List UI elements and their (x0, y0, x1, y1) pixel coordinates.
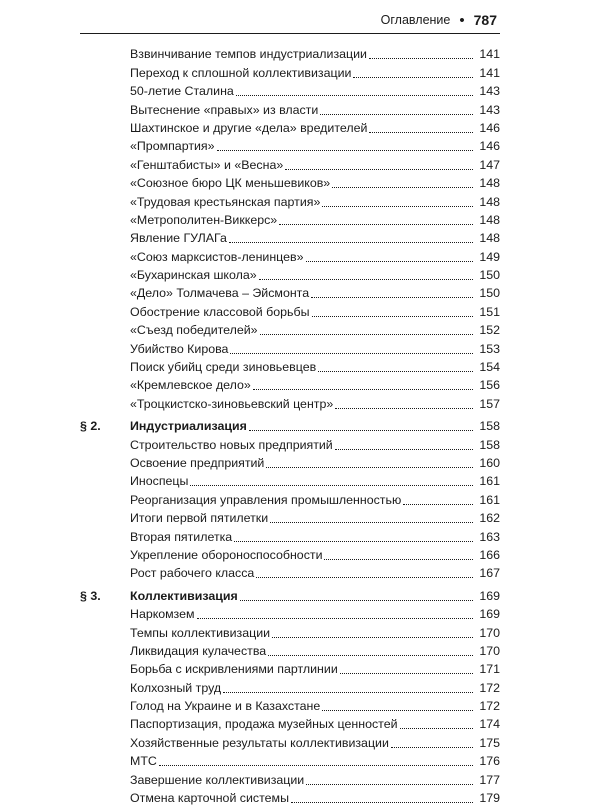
toc-entry-row[interactable] (80, 81, 500, 99)
dot-leader (197, 618, 473, 619)
toc-entry-row[interactable] (80, 604, 500, 622)
entry-page-number: 148 (479, 176, 500, 191)
dot-leader (320, 114, 473, 115)
dot-leader (400, 728, 473, 729)
entry-title: «Дело» Толмачева – Эйсмонта (130, 286, 310, 301)
entry-title: Наркомзем (130, 607, 195, 622)
dot-leader (306, 261, 473, 262)
toc-entry-row[interactable] (80, 62, 500, 80)
entry-title: Взвинчивание темпов индустриализации (130, 47, 367, 62)
dot-leader (272, 637, 473, 638)
entry-title: Вытеснение «правых» из власти (130, 102, 319, 117)
entry-title: 50-летие Сталина (130, 84, 234, 99)
toc-entry-row[interactable] (80, 44, 500, 62)
dot-leader (259, 279, 473, 280)
dot-leader (229, 242, 473, 243)
entry-title: Итоги первой пятилетки (130, 511, 269, 526)
entry-page-number: 179 (479, 791, 500, 806)
dot-leader (240, 600, 473, 601)
entry-page-number: 146 (479, 139, 500, 154)
dot-leader (285, 169, 473, 170)
entry-page-number: 174 (479, 717, 500, 732)
dot-leader (335, 449, 473, 450)
toc-entry-row[interactable] (80, 788, 500, 806)
toc-entry-row[interactable] (80, 173, 500, 191)
entry-title: Темпы коллективизации (130, 625, 271, 640)
entry-page-number: 141 (479, 65, 500, 80)
entry-page-number: 172 (479, 680, 500, 695)
toc-entry-row[interactable] (80, 526, 500, 544)
section-mark: § 2. (80, 419, 101, 434)
dot-leader (332, 187, 473, 188)
entry-page-number: 177 (479, 772, 500, 787)
dot-leader (266, 467, 473, 468)
entry-title: Шахтинское и другие «дела» вредителей (130, 120, 368, 135)
bullet-separator: • (459, 11, 465, 29)
entry-page-number: 157 (479, 396, 500, 411)
dot-leader (270, 522, 473, 523)
header-rule (80, 33, 500, 34)
entry-title: Поиск убийц среди зиновьевцев (130, 360, 317, 375)
dot-leader (311, 297, 473, 298)
page-number: 787 (473, 12, 497, 28)
toc-entry-row[interactable] (80, 471, 500, 489)
entry-page-number: 169 (479, 607, 500, 622)
toc-entry-row[interactable] (80, 357, 500, 375)
dot-leader (249, 430, 473, 431)
entry-title: Освоение предприятий (130, 455, 265, 470)
dot-leader (291, 802, 473, 803)
entry-page-number: 170 (479, 643, 500, 658)
toc-entry-row[interactable] (80, 769, 500, 787)
entry-page-number: 175 (479, 735, 500, 750)
entry-title: «Генштабисты» и «Весна» (130, 157, 284, 172)
dot-leader (268, 655, 473, 656)
toc-entry-row[interactable] (80, 677, 500, 695)
toc-entry-row[interactable] (80, 154, 500, 172)
dot-leader (217, 150, 473, 151)
toc-entry-row[interactable] (80, 508, 500, 526)
toc-entry-row[interactable] (80, 622, 500, 640)
toc-entry-row[interactable] (80, 563, 500, 581)
entry-title: Обострение классовой борьбы (130, 304, 310, 319)
entry-page-number: 170 (479, 625, 500, 640)
entry-page-number: 148 (479, 194, 500, 209)
entry-page-number: 150 (479, 268, 500, 283)
entry-page-number: 148 (479, 231, 500, 246)
dot-leader (403, 504, 473, 505)
entry-title: «Бухаринская школа» (130, 268, 257, 283)
entry-page-number: 151 (479, 304, 500, 319)
dot-leader (256, 577, 473, 578)
dot-leader (236, 95, 473, 96)
toc-entry-row[interactable] (80, 375, 500, 393)
toc-section-row[interactable] (80, 585, 500, 603)
toc-entry-row[interactable] (80, 99, 500, 117)
entry-title: «Троцкистско-зиновьевский центр» (130, 396, 334, 411)
entry-title: Завершение коллективизации (130, 772, 305, 787)
entry-title: Явление ГУЛАГа (130, 231, 227, 246)
entry-page-number: 162 (479, 511, 500, 526)
toc-entry-row[interactable] (80, 732, 500, 750)
toc-entry-row[interactable] (80, 453, 500, 471)
toc-entry-row[interactable] (80, 283, 500, 301)
toc-entry-row[interactable] (80, 751, 500, 769)
entry-title: Рост рабочего класса (130, 566, 255, 581)
entry-page-number: 143 (479, 102, 500, 117)
running-header-title: Оглавление (380, 13, 451, 27)
entry-title: Борьба с искривлениями партлинии (130, 662, 338, 677)
toc-entry-row[interactable] (80, 265, 500, 283)
entry-page-number: 148 (479, 212, 500, 227)
section-title: Индустриализация (130, 419, 247, 434)
toc-entry-row[interactable] (80, 434, 500, 452)
toc-entry-row[interactable] (80, 545, 500, 563)
toc-entry-row[interactable] (80, 246, 500, 264)
section-mark: § 3. (80, 588, 101, 603)
entry-title: «Кремлевское дело» (130, 378, 251, 393)
entry-title: Хозяйственные результаты коллективизации (130, 735, 389, 750)
dot-leader (260, 334, 473, 335)
entry-title: «Метрополитен-Виккерс» (130, 212, 278, 227)
entry-title: «Союзное бюро ЦК меньшевиков» (130, 176, 331, 191)
entry-page-number: 160 (479, 455, 500, 470)
entry-page-number: 143 (479, 84, 500, 99)
dot-leader (322, 206, 473, 207)
entry-title: Иноспецы (130, 474, 189, 489)
entry-title: Колхозный труд (130, 680, 222, 695)
toc-entry-row[interactable] (80, 320, 500, 338)
toc-entry-row[interactable] (80, 659, 500, 677)
dot-leader (159, 765, 473, 766)
dot-leader (306, 784, 473, 785)
dot-leader (318, 371, 473, 372)
entry-page-number: 167 (479, 566, 500, 581)
entry-page-number: 156 (479, 378, 500, 393)
entry-title: Паспортизация, продажа музейных ценностей (130, 717, 398, 732)
toc-entry-row[interactable] (80, 489, 500, 507)
section-title: Коллективизация (130, 588, 238, 603)
entry-page-number: 154 (479, 360, 500, 375)
dot-leader (324, 559, 473, 560)
entry-page-number: 141 (479, 47, 500, 62)
dot-leader (322, 710, 473, 711)
dot-leader (312, 316, 473, 317)
entry-title: Строительство новых предприятий (130, 437, 333, 452)
entry-page-number: 161 (479, 474, 500, 489)
entry-title: Укрепление обороноспособности (130, 547, 323, 562)
entry-title: Реорганизация управления промышленностью (130, 492, 402, 507)
entry-title: «Трудовая крестьянская партия» (130, 194, 321, 209)
entry-title: Вторая пятилетка (130, 529, 233, 544)
dot-leader (223, 692, 473, 693)
entry-page-number: 158 (479, 437, 500, 452)
entry-title: «Съезд победителей» (130, 323, 258, 338)
dot-leader (353, 77, 473, 78)
running-header (381, 12, 497, 28)
entry-title: Голод на Украине и в Казахстане (130, 699, 321, 714)
toc-entry-row[interactable] (80, 228, 500, 246)
toc-entry-row[interactable] (80, 191, 500, 209)
entry-page-number: 147 (479, 157, 500, 172)
toc-entry-row[interactable] (80, 696, 500, 714)
entry-page-number: 163 (479, 529, 500, 544)
dot-leader (369, 58, 473, 59)
entry-page-number: 146 (479, 120, 500, 135)
entry-page-number: 158 (479, 419, 500, 434)
toc-entry-row[interactable] (80, 301, 500, 319)
dot-leader (340, 673, 473, 674)
dot-leader (369, 132, 473, 133)
entry-page-number: 166 (479, 547, 500, 562)
entry-title: МТС (130, 754, 157, 769)
toc-entry-row[interactable] (80, 210, 500, 228)
entry-page-number: 150 (479, 286, 500, 301)
entry-page-number: 153 (479, 341, 500, 356)
dot-leader (279, 224, 473, 225)
entry-title: «Союз марксистов-ленинцев» (130, 249, 304, 264)
entry-page-number: 172 (479, 699, 500, 714)
entry-page-number: 152 (479, 323, 500, 338)
dot-leader (335, 408, 473, 409)
dot-leader (230, 353, 473, 354)
toc-entry-row[interactable] (80, 641, 500, 659)
entry-title: Отмена карточной системы (130, 791, 289, 806)
entry-page-number: 169 (479, 588, 500, 603)
toc-entry-row[interactable] (80, 338, 500, 356)
entry-title: «Промпартия» (130, 139, 215, 154)
dot-leader (253, 389, 473, 390)
dot-leader (234, 541, 473, 542)
entry-page-number: 149 (479, 249, 500, 264)
dot-leader (391, 747, 473, 748)
dot-leader (190, 485, 473, 486)
toc-entry-row[interactable] (80, 714, 500, 732)
entry-title: Убийство Кирова (130, 341, 229, 356)
entry-page-number: 171 (479, 662, 500, 677)
toc-entry-row[interactable] (80, 118, 500, 136)
toc-entry-row[interactable] (80, 393, 500, 411)
entry-title: Ликвидация кулачества (130, 643, 267, 658)
table-of-contents (80, 44, 500, 806)
entry-title: Переход к сплошной коллективизации (130, 65, 352, 80)
entry-page-number: 161 (479, 492, 500, 507)
toc-entry-row[interactable] (80, 136, 500, 154)
entry-page-number: 176 (479, 754, 500, 769)
toc-section-row[interactable] (80, 416, 500, 434)
